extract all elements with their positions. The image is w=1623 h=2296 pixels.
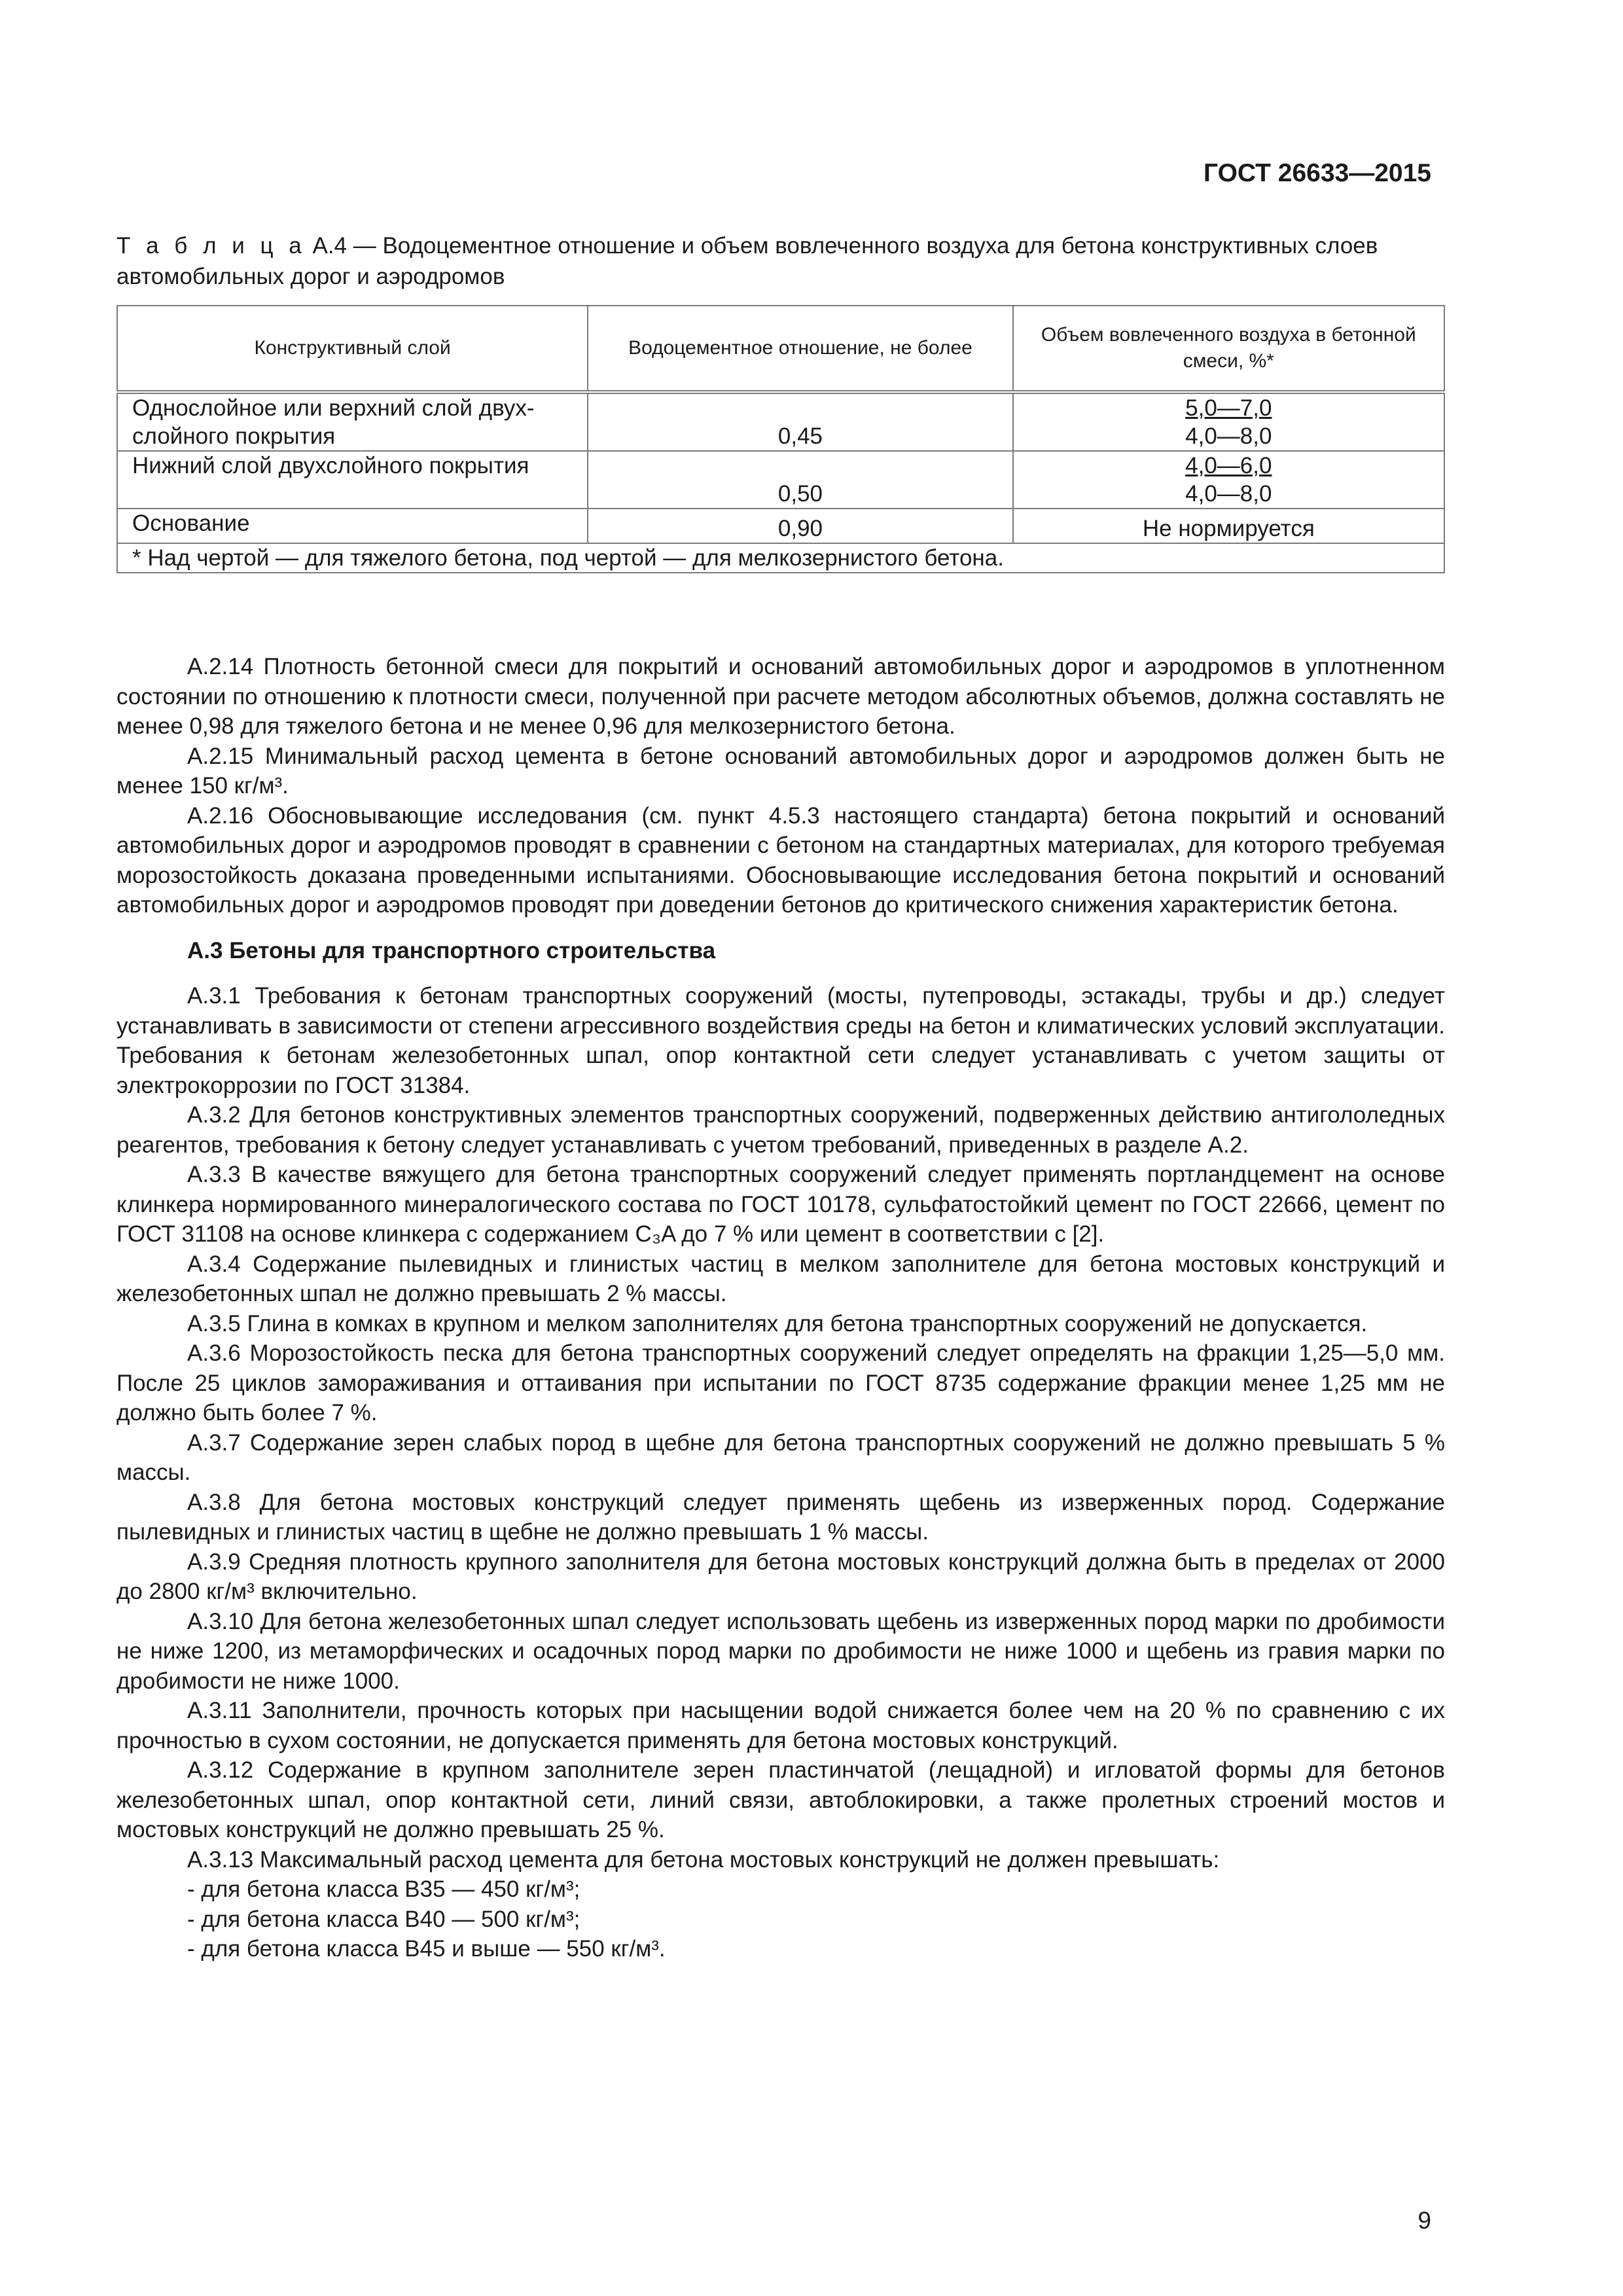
paragraph-a-3-13: А.3.13 Максимальный расход цемента для бетона мостовых конструкций не должен превышать: (187, 1846, 1220, 1873)
table-footnote: * Над чертой — для тяжелого бетона, под чертой — для мелкозернистого бетона. (117, 543, 1444, 573)
paragraph-a-2-16: А.2.16 Обосновывающие исследования (см. пункт 4.5.3 настоящего стандарта) бетона покрытий и оснований автомобильных дорог и аэродромов проводят в сравнении с бетоном на стандартных материалах, для которого требуемая морозостойкость доказана проведенными испытаниями. Обосновывающие исследования бетона покрытий и оснований автомобильных дорог и аэродромов проводят при доведении бетонов до критического снижения характеристик бетона. (116, 802, 1445, 918)
column-header-layer: Конструктивный слой (117, 306, 588, 392)
air-heavy-concrete: 5,0—7,0 (1185, 395, 1272, 421)
cement-limits-list (116, 1874, 1445, 1964)
table-footnote-row (117, 543, 1444, 573)
paragraph-a-2-15: А.2.15 Минимальный расход цемента в бетоне оснований автомобильных дорог и аэродромов должен быть не менее 150 кг/м³. (116, 743, 1445, 798)
paragraph-a-3-4: А.3.4 Содержание пылевидных и глинистых частиц в мелком заполнителе для бетона мостовых конструкций и железобетонных шпал не должно превышать 2 % массы. (116, 1251, 1445, 1306)
air-fine-concrete: 4,0—8,0 (1185, 423, 1272, 449)
paragraph-a-3-11: А.3.11 Заполнители, прочность которых при насыщении водой снижается более чем на 20 % по сравнению с их прочностью в сухом состоянии, не допускается применять для бетона мостовых конструкций. (116, 1698, 1445, 1753)
cell-layer: Основание (117, 509, 588, 543)
section-title-a-3: А.3 Бетоны для транспортного строительства (187, 937, 716, 963)
data-table (116, 305, 1445, 573)
paragraph-a-3-1: А.3.1 Требования к бетонам транспортных сооружений (мосты, путепроводы, эстакады, трубы и др.) следует устанавливать в зависимости от степени агрессивного воздействия среды на бетон и климатических условий эксплуатации. Требования к бетонам железобетонных шпал, опор контактной сети следует устанавливать с учетом защиты от электрокоррозии по ГОСТ 31384. (116, 983, 1445, 1098)
table-caption-text: А.4 — Водоцементное отношение и объем вовлеченного воздуха для бетона конструктивных слоев автомобильных дорог и аэродромов (116, 233, 1378, 289)
cell-wc-ratio: 0,90 (588, 509, 1012, 543)
cell-air-volume (1013, 451, 1444, 509)
paragraph-a-3-10: А.3.10 Для бетона железобетонных шпал следует использовать щебень из изверженных пород марки по дробимости не ниже 1200, из метаморфических и осадочных пород марки по дробимости не ниже 1000 и щебень из гравия марки по дробимости не ниже 1000. (116, 1608, 1445, 1694)
table-header-row (117, 306, 1444, 392)
paragraph-a-3-12: А.3.12 Содержание в крупном заполнителе зерен пластинчатой (лещадной) и игловатой формы для бетонов железобетонных шпал, опор контактной сети, линий связи, автоблокировки, а также пролетных строений мостов и мостовых конструкций не должно превышать 25 %. (116, 1757, 1445, 1842)
column-header-air-volume: Объем вовлеченного воздуха в бетонной смеси, %* (1013, 306, 1444, 392)
body-text (116, 652, 1445, 1964)
paragraph-a-3-3: А.3.3 В качестве вяжущего для бетона транспортных сооружений следует применять портландцемент на основе клинкера нормированного минералогического состава по ГОСТ 10178, сульфатостойкий цемент по ГОСТ 22666, цемент по ГОСТ 31108 на основе клинкера с содержанием C₃A до 7 % или цемент в соответствии с [2]. (116, 1162, 1445, 1247)
document-code: ГОСТ 26633—2015 (1204, 159, 1431, 187)
cell-air-volume: Не нормируется (1013, 509, 1444, 543)
table-row (117, 451, 1444, 509)
table-row (117, 392, 1444, 451)
list-item: - для бетона класса В45 и выше — 550 кг/м³. (187, 1934, 1445, 1964)
paragraph-a-3-8: А.3.8 Для бетона мостовых конструкций следует применять щебень из изверженных пород. Содержание пылевидных и глинистых частиц в щебне не должно превышать 1 % массы. (116, 1489, 1445, 1545)
table-caption-label: Т а б л и ц а (116, 233, 306, 259)
paragraph-a-3-9: А.3.9 Средняя плотность крупного заполнителя для бетона мостовых конструкций должна быть в пределах от 2000 до 2800 кг/м³ включительно. (116, 1549, 1445, 1604)
paragraph-a-3-2: А.3.2 Для бетонов конструктивных элементов транспортных сооружений, подверженных действию антигололедных реагентов, требования к бетону следует устанавливать с учетом требований, приведенных в разделе А.2. (116, 1102, 1445, 1158)
table-caption (116, 230, 1445, 292)
table-row (117, 509, 1444, 543)
cell-air-volume (1013, 392, 1444, 451)
column-header-wc-ratio: Водоцементное отношение, не более (588, 306, 1012, 392)
air-fine-concrete: 4,0—8,0 (1185, 481, 1272, 507)
cell-wc-ratio: 0,45 (588, 392, 1012, 451)
paragraph-a-3-7: А.3.7 Содержание зерен слабых пород в щебне для бетона транспортных сооружений не должно превышать 5 % массы. (116, 1429, 1445, 1485)
list-item: - для бетона класса В40 — 500 кг/м³; (187, 1905, 1445, 1935)
air-heavy-concrete: 4,0—6,0 (1185, 453, 1272, 478)
cell-layer: Нижний слой двухслойного покрытия (117, 451, 588, 509)
page-number: 9 (1418, 2207, 1431, 2234)
paragraph-a-3-5: А.3.5 Глина в комках в крупном и мелком заполнителях для бетона транспортных сооружений не допускается. (187, 1310, 1368, 1336)
cell-layer: Однослойное или верхний слой двух-слойного покрытия (117, 392, 588, 451)
paragraph-a-2-14: А.2.14 Плотность бетонной смеси для покрытий и оснований автомобильных дорог и аэродромов в уплотненном состоянии по отношению к плотности смеси, полученной при расчете методом абсолютных объемов, должна составлять не менее 0,98 для тяжелого бетона и не менее 0,96 для мелкозернистого бетона. (116, 654, 1445, 739)
list-item: - для бетона класса В35 — 450 кг/м³; (187, 1874, 1445, 1905)
paragraph-a-3-6: А.3.6 Морозостойкость песка для бетона транспортных сооружений следует определять на фракции 1,25—5,0 мм. После 25 циклов замораживания и оттаивания при испытании по ГОСТ 8735 содержание фракции менее 1,25 мм не должно быть более 7 %. (116, 1340, 1445, 1426)
cell-wc-ratio: 0,50 (588, 451, 1012, 509)
